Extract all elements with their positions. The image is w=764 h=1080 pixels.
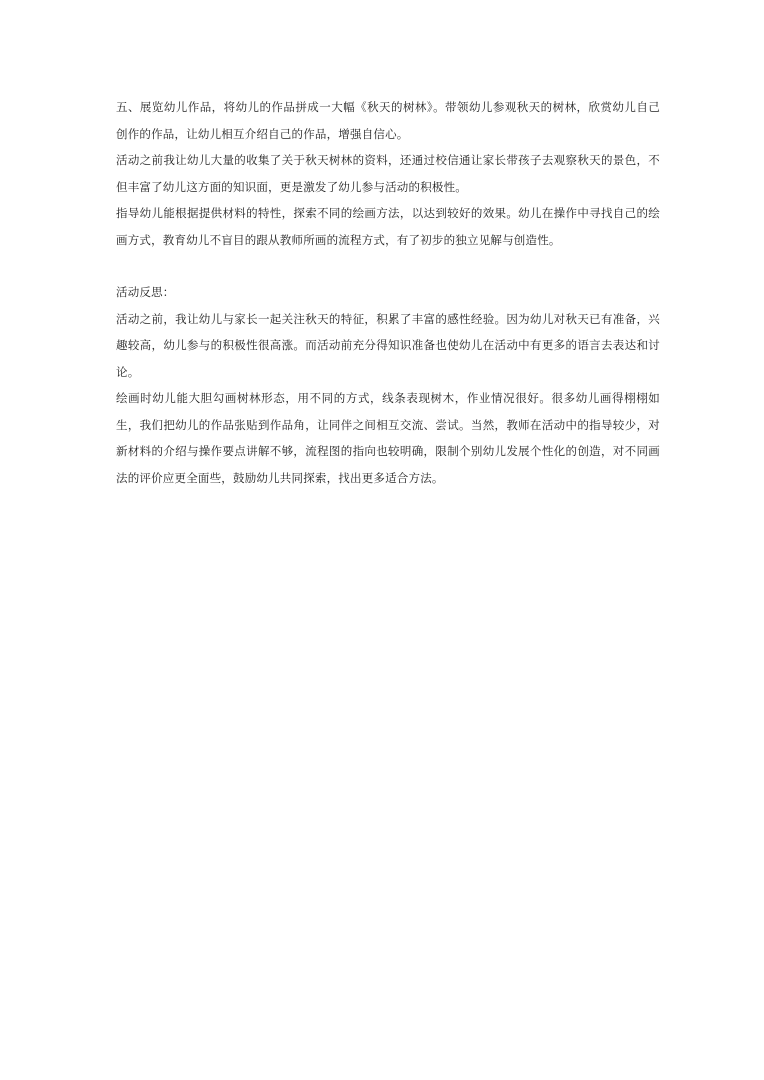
paragraph-preparation: 活动之前我让幼儿大量的收集了关于秋天树林的资料，还通过校信通让家长带孩子去观察秋天的景色，不但丰富了幼儿这方面的知识面，更是激发了幼儿参与活动的积极性。 [116, 153, 660, 194]
paragraph-guidance: 指导幼儿能根据提供材料的特性，探索不同的绘画方法，以达到较好的效果。幼儿在操作中寻找自己的绘画方式，教育幼儿不盲目的跟从教师所画的流程方式，有了初步的独立见解与创造性。 [116, 206, 660, 247]
paragraph-gap [116, 253, 660, 279]
document-body [116, 94, 660, 491]
paragraph-reflection-1: 活动之前，我让幼儿与家长一起关注秋天的特征，积累了丰富的感性经验。因为幼儿对秋天已有准备，兴趣较高，幼儿参与的积极性很高涨。而活动前充分得知识准备也使幼儿在活动中有更多的语言去表达和讨论。 [116, 311, 660, 379]
reflection-heading: 活动反思： [116, 285, 175, 299]
paragraph-exhibit-works: 五、展览幼儿作品，将幼儿的作品拼成一大幅《秋天的树林》。带领幼儿参观秋天的树林，欣赏幼儿自己创作的作品，让幼儿相互介绍自己的作品，增强自信心。 [116, 100, 660, 141]
paragraph-reflection-2: 绘画时幼儿能大胆勾画树林形态，用不同的方式，线条表现树木，作业情况很好。很多幼儿画得栩栩如生，我们把幼儿的作品张贴到作品角，让同伴之间相互交流、尝试。当然，教师在活动中的指导较少，对新材料的介绍与操作要点讲解不够，流程图的指向也较明确，限制个别幼儿发展个性化的创造，对不同画法的评价应更全面些，鼓励幼儿共同探索，找出更多适合方法。 [116, 391, 660, 485]
